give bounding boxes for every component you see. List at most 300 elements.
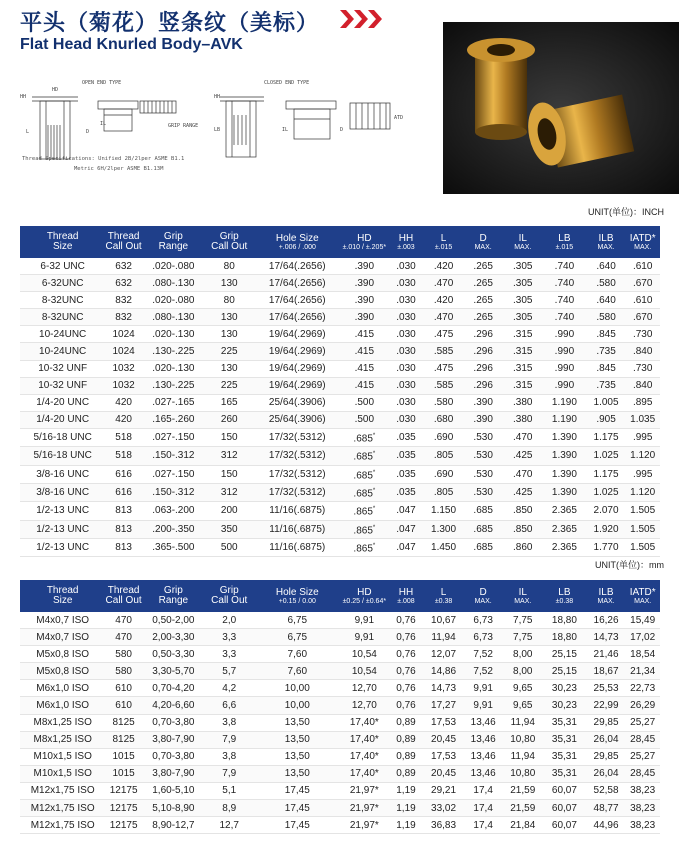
cell-value: 3,80-7,90 [152,768,195,780]
cell-value: 12,70 [351,700,377,712]
cell-value: 12175 [109,802,138,814]
column-header-tolerance: ±0.38 [434,597,453,605]
cell-value: 38,23 [630,785,656,797]
cell-value: 7,60 [287,648,308,660]
table-row [20,680,660,697]
table-cell [254,465,341,483]
column-header-tolerance: MAX. [474,597,492,605]
table-cell [254,646,341,663]
table-cell [463,629,504,646]
table-cell [463,782,504,799]
table-cell [463,394,504,411]
cell-value: .027-.150 [152,468,195,480]
table-cell [463,765,504,782]
hd-footnote-marker: * [372,432,376,439]
cell-value: 19/64(.2969) [268,328,326,340]
cell-value: .840 [632,380,653,392]
column-header [503,580,542,612]
cell-value: M6x1,0 ISO [36,682,90,694]
cell-value: 610 [115,682,132,694]
cell-value: 7,9 [222,734,237,746]
table-cell [424,612,463,629]
table-cell [142,465,205,483]
cell-value: .690 [433,468,454,480]
table-cell [587,275,626,292]
table-cell [625,697,660,714]
cell-value: 0,70-3,80 [152,751,195,763]
table-cell [254,275,341,292]
table-cell [254,520,341,538]
table-cell [463,326,504,343]
table-row [20,748,660,765]
cell-value: 0,76 [396,682,416,694]
cell-value: 0,76 [396,648,416,660]
table-cell [625,360,660,377]
cell-value: .130-.225 [152,380,195,392]
table-cell [205,343,254,360]
cell-value: .585 [433,346,454,358]
cell-value: 36,83 [431,819,457,831]
table-cell [542,800,587,817]
column-header-tolerance: MAX. [514,597,532,605]
table-cell [503,731,542,748]
table-row [20,646,660,663]
cell-value: 10,80 [510,768,536,780]
cell-value: .865 [353,524,373,536]
cell-value: 1.190 [551,397,577,409]
cell-value: .860 [513,542,533,554]
table-cell [503,326,542,343]
cell-value: 38,23 [630,802,656,814]
cell-value: .685 [473,542,493,554]
table-cell [142,765,205,782]
cell-value: 6,75 [287,614,308,626]
table-cell [205,612,254,629]
table-cell [388,629,425,646]
table-cell [587,428,626,446]
table-cell [142,680,205,697]
column-header-title: HD [357,232,372,244]
cell-value: .530 [473,487,493,499]
cell-value: .680 [433,414,454,426]
table-cell [341,646,388,663]
table-cell [542,817,587,834]
table-cell [388,292,425,309]
table-cell [388,275,425,292]
table-cell [463,646,504,663]
table-cell [424,765,463,782]
cell-value: 5,10-8,90 [152,802,195,814]
cell-value: .730 [632,363,653,375]
cell-value: 21,59 [510,802,536,814]
table-cell [205,309,254,326]
cell-value: 130 [220,363,238,375]
cell-value: 832 [115,311,132,323]
table-cell [503,447,542,465]
cell-value: 10,00 [284,700,310,712]
table-cell [20,663,105,680]
cell-value: .845 [596,363,616,375]
table-cell [105,782,142,799]
column-header [463,226,504,258]
table-cell [254,411,341,428]
table-row [20,800,660,817]
table-cell [254,447,341,465]
cell-value: 0,89 [396,717,416,729]
table-cell [341,394,388,411]
cell-value: .425 [513,487,533,499]
cell-value: 6,75 [287,631,308,643]
cell-value: 1.300 [431,523,457,535]
cell-value: 17/64(.2656) [268,311,326,323]
cell-value: .365-.500 [152,542,195,554]
table-cell [341,411,388,428]
table-cell [341,309,388,326]
cell-value: 17/32(.5312) [268,468,326,480]
cell-value: 470 [115,614,132,626]
table-cell [463,612,504,629]
table-cell [542,411,587,428]
table-cell [587,538,626,556]
table-cell [105,394,142,411]
cell-value: .030 [396,363,416,375]
table-cell [503,612,542,629]
cell-value: .865 [353,506,373,518]
cell-value: .475 [433,328,454,340]
cell-value: 17,4 [473,785,493,797]
cell-value: .530 [473,468,493,480]
table-cell [542,343,587,360]
cell-value: 8125 [112,717,135,729]
table-cell [341,629,388,646]
cell-value: 813 [115,505,132,517]
cell-value: .296 [473,346,493,358]
cell-value: .296 [473,328,493,340]
cell-value: .470 [433,311,454,323]
cell-value: 13,50 [284,751,310,763]
table-cell [388,765,425,782]
cell-value: 21,46 [593,648,619,660]
table-cell [542,782,587,799]
hd-footnote-marker: * [372,542,376,549]
table-cell [463,483,504,501]
table-cell [142,800,205,817]
table-cell [424,502,463,520]
column-header [542,580,587,612]
table-cell [341,765,388,782]
cell-value: M4x0,7 ISO [36,614,90,626]
cell-value: 10-24UNC [39,328,87,340]
column-header-title: IATD* [629,232,656,244]
cell-value: 17,27 [431,700,457,712]
table-cell [142,258,205,275]
table-cell [20,800,105,817]
table-cell [254,629,341,646]
table-row [20,411,660,428]
cell-value: .150-.312 [152,450,195,462]
cell-value: 60,07 [551,802,577,814]
table-cell [20,394,105,411]
cell-value: .995 [632,432,653,444]
table-cell [205,360,254,377]
column-header-title-line2: Call Out [211,595,248,606]
cell-value: .735 [596,346,616,358]
table-cell [424,538,463,556]
cell-value: 312 [220,487,238,499]
cell-value: 225 [220,346,238,358]
cell-value: .020-.130 [152,363,195,375]
cell-value: 130 [220,311,238,323]
table-cell [388,502,425,520]
dim-il-label: IL [100,121,107,127]
table-cell [542,680,587,697]
cell-value: 580 [115,648,132,660]
table-cell [205,538,254,556]
cell-value: 17/64(.2656) [268,277,326,289]
cell-value: .030 [396,311,416,323]
table-cell [20,377,105,394]
cell-value: 1,60-5,10 [152,785,195,797]
cell-value: 17,40* [349,751,379,763]
table-cell [463,292,504,309]
cell-value: 7,75 [513,614,533,626]
cell-value: .030 [396,294,416,306]
table-cell [20,275,105,292]
cell-value: 1.390 [551,432,577,444]
column-header-tolerance: ±0.25 / ±0.64* [342,597,387,605]
column-header [587,226,626,258]
table-cell [625,646,660,663]
cell-value: 13,46 [470,734,496,746]
cell-value: 1.120 [630,487,656,499]
column-header [20,226,105,258]
table-cell [20,411,105,428]
cell-value: .315 [513,328,533,340]
table-cell [463,817,504,834]
dim-d-label-closed: D [340,127,344,133]
table-cell [625,465,660,483]
table-cell [341,275,388,292]
table-cell [142,538,205,556]
table-cell [254,502,341,520]
column-header [142,226,205,258]
table-cell [503,411,542,428]
table-cell [105,343,142,360]
column-header-tolerance: MAX. [514,243,532,251]
table-cell [587,782,626,799]
table-cell [20,697,105,714]
cell-value: 6-32 UNC [40,260,85,272]
cell-value: .047 [396,505,416,517]
cell-value: .020-.080 [152,260,195,272]
column-header-title: Hole Size [275,232,319,244]
table-cell [105,411,142,428]
table-cell [20,428,105,446]
table-cell [142,748,205,765]
cell-value: 1.150 [431,505,457,517]
table-cell [341,817,388,834]
cell-value: .380 [513,414,533,426]
table-cell [587,343,626,360]
cell-value: .035 [396,450,416,462]
table-row [20,483,660,501]
table-cell [205,520,254,538]
table-cell [463,520,504,538]
table-cell [205,748,254,765]
cell-value: 38,23 [630,819,656,831]
dim-l-label: L [26,129,30,135]
cell-value: .035 [396,432,416,444]
table-cell [542,731,587,748]
table-cell [503,817,542,834]
cell-value: .995 [632,468,653,480]
table-cell [20,765,105,782]
table-cell [503,629,542,646]
table-cell [503,520,542,538]
table-cell [625,714,660,731]
table-cell [424,483,463,501]
cell-value: .020-.130 [152,328,195,340]
cell-value: .415 [354,346,375,358]
table-cell [625,447,660,465]
cell-value: .425 [513,450,533,462]
table-cell [542,697,587,714]
cell-value: 22,73 [630,682,656,694]
table-cell [625,428,660,446]
mm-spec-table [20,580,660,834]
table-cell [205,502,254,520]
table-cell [205,275,254,292]
column-header-title: ILB [598,586,614,598]
table-cell [105,258,142,275]
table-cell [587,465,626,483]
table-cell [587,646,626,663]
table-cell [142,428,205,446]
table-cell [463,447,504,465]
table-cell [254,428,341,446]
table-cell [105,646,142,663]
cell-value: 1.025 [593,450,619,462]
table-cell [20,326,105,343]
table-cell [20,258,105,275]
table-row [20,697,660,714]
cell-value: .380 [513,397,533,409]
cell-value: 1032 [112,363,135,375]
column-header-title: Thread [46,231,79,242]
table-row [20,629,660,646]
table-cell [20,343,105,360]
cell-value: .390 [473,414,493,426]
cell-value: 0,50-3,30 [152,648,195,660]
cell-value: 11,94 [510,751,535,763]
cell-value: 1.505 [630,523,656,535]
cell-value: 30,23 [551,682,577,694]
table-cell [625,629,660,646]
cell-value: M4x0,7 ISO [36,631,90,643]
table-cell [341,377,388,394]
cell-value: .030 [396,346,416,358]
cell-value: 1.450 [431,542,457,554]
cell-value: .685 [353,451,373,463]
table-cell [20,292,105,309]
table-cell [625,680,660,697]
table-cell [388,714,425,731]
column-header-tolerance: +0.15 / 0.00 [278,597,316,605]
table-cell [105,292,142,309]
column-header-tolerance: MAX. [634,243,652,251]
cell-value: .047 [396,523,416,535]
inch-spec-table [20,226,660,557]
table-row [20,292,660,309]
cell-value: 0,76 [396,631,416,643]
table-cell [424,465,463,483]
table-cell [254,483,341,501]
cell-value: 14,86 [431,665,457,677]
product-photo [443,22,679,194]
column-header-title: Grip [163,231,183,242]
table-row [20,520,660,538]
table-cell [142,612,205,629]
table-cell [542,258,587,275]
cell-value: 14,73 [593,631,619,643]
cell-value: 11,94 [431,631,456,643]
cell-value: 28,45 [630,768,656,780]
table-cell [625,326,660,343]
cell-value: 17/64(.2656) [268,294,326,306]
table-cell [424,714,463,731]
cell-value: .020-.080 [152,294,195,306]
cell-value: 813 [115,542,132,554]
cell-value: 580 [115,665,132,677]
cell-value: 150 [220,468,238,480]
table-cell [388,731,425,748]
column-header [503,226,542,258]
column-header-title-line2: Call Out [105,241,142,252]
cell-value: .690 [433,432,454,444]
table-cell [463,258,504,275]
cell-value: .030 [396,397,416,409]
table-cell [205,680,254,697]
table-cell [587,258,626,275]
cell-value: .296 [473,380,493,392]
table-cell [625,343,660,360]
column-header [105,226,142,258]
table-cell [463,800,504,817]
cell-value: 28,45 [630,734,656,746]
cell-value: 9,91 [473,700,493,712]
cell-value: 35,31 [551,734,577,746]
table-cell [503,360,542,377]
table-cell [463,748,504,765]
column-header-tolerance: ±.015 [555,243,574,251]
table-cell [503,465,542,483]
table-cell [542,646,587,663]
chevron-arrows-icon [340,10,384,28]
table-cell [542,748,587,765]
cell-value: 11/16(.6875) [269,542,326,554]
cell-value: 8,9 [222,802,237,814]
cell-value: 1.505 [630,542,656,554]
cell-value: 17/32(.5312) [268,450,326,462]
cell-value: .305 [513,294,533,306]
table-cell [587,748,626,765]
column-header [388,580,425,612]
cell-value: 48,77 [593,802,619,814]
table-cell [587,800,626,817]
table-cell [503,428,542,446]
cell-value: 25,15 [551,648,577,660]
table-cell [341,343,388,360]
